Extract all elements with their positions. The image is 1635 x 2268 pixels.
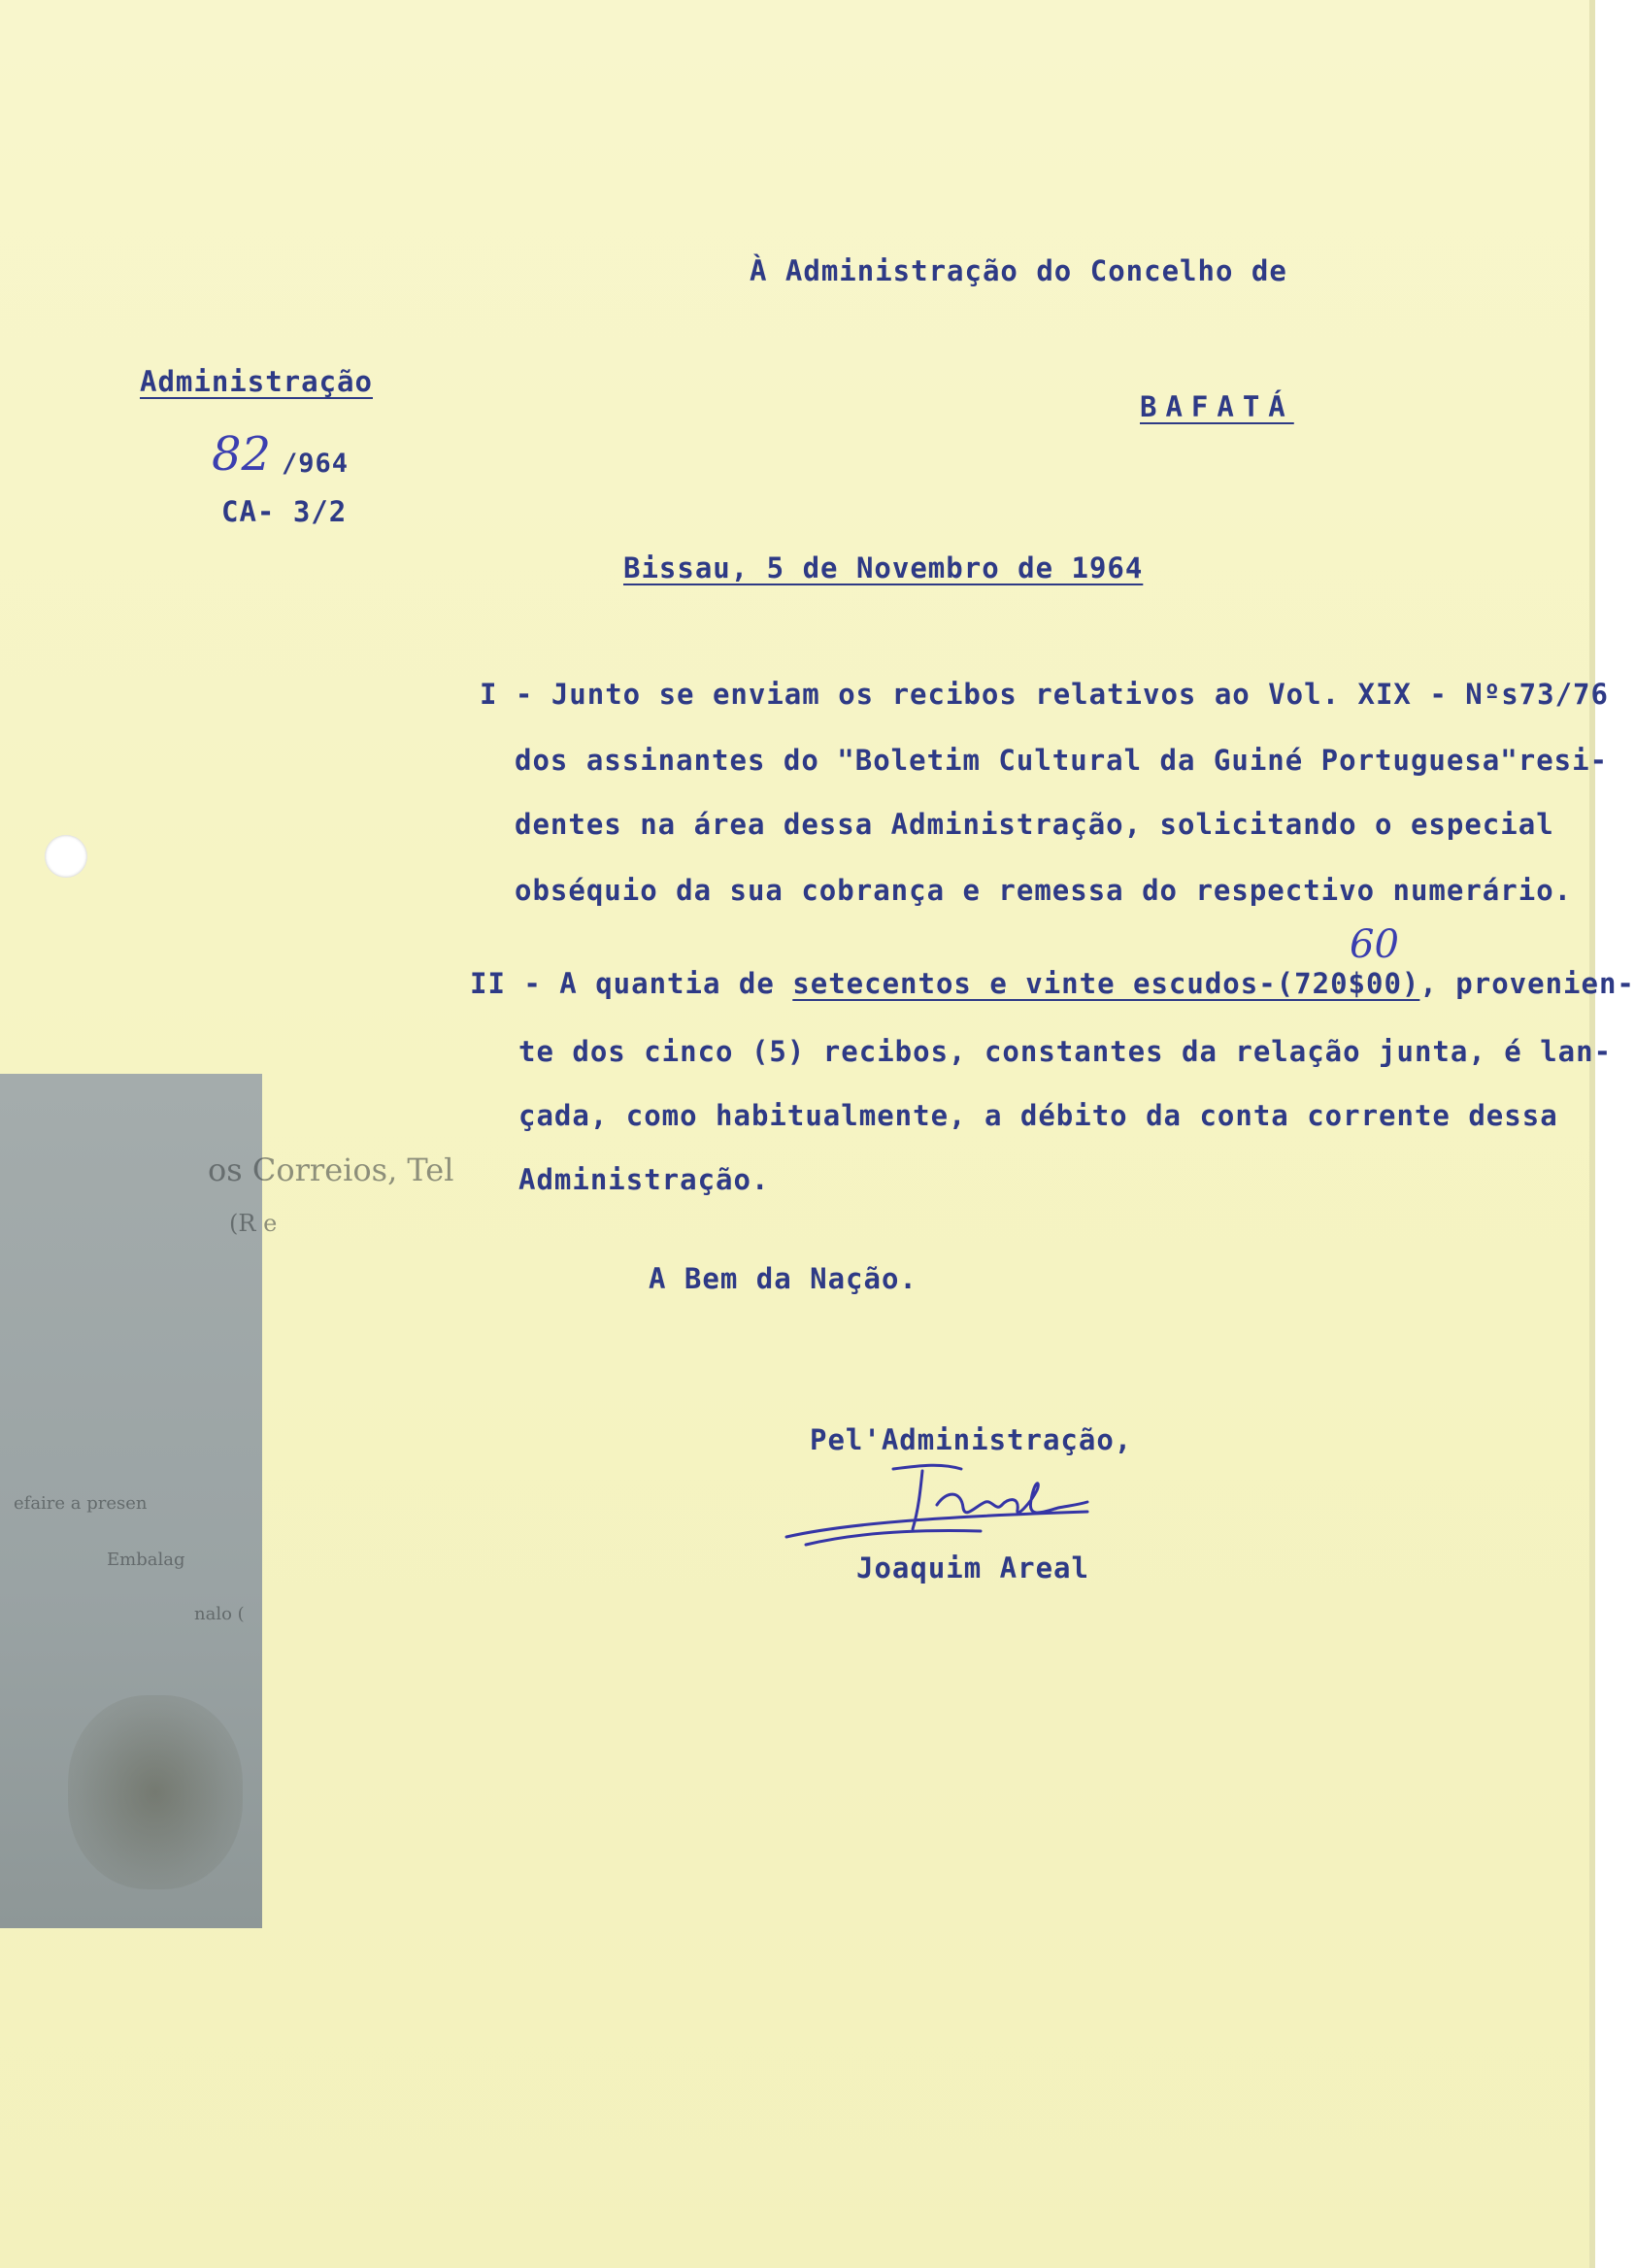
reference-year: /964: [282, 449, 350, 479]
paragraph-2-suffix: , provenien-: [1419, 967, 1635, 1000]
slip-fragment: (R e: [229, 1210, 278, 1237]
slip-fragment: Embalag: [107, 1550, 185, 1570]
paragraph-1-line: obséquio da sua cobrança e remessa do respectivo numerário.: [515, 874, 1573, 907]
paragraph-2-prefix: II - A quantia de: [470, 967, 793, 1000]
closing-line: A Bem da Nação.: [649, 1262, 918, 1295]
handwritten-reference-number: 82: [212, 427, 272, 482]
paper-edge: [1589, 0, 1595, 2268]
handwritten-signature: [777, 1451, 1126, 1568]
punch-hole: [45, 835, 87, 878]
sender-department: Administração: [140, 365, 373, 398]
paragraph-2-line: Administração.: [518, 1163, 770, 1196]
date-line: Bissau, 5 de Novembro de 1964: [623, 551, 1144, 584]
paragraph-2-line: [470, 967, 1635, 1000]
paragraph-2-line: te dos cinco (5) recibos, constantes da relação junta, é lan-: [518, 1035, 1613, 1068]
recipient-place: BAFATÁ: [1140, 390, 1294, 423]
attached-receipt-slip: [0, 1074, 454, 1928]
handwritten-correction: 60: [1350, 922, 1399, 967]
slip-fragment: nalo (: [194, 1604, 245, 1624]
paragraph-2-amount: setecentos e vinte escudos-(720$00): [792, 967, 1420, 1000]
paragraph-1-line: dentes na área dessa Administração, solicitando o especial: [515, 808, 1554, 841]
slip-fragment: efaire a presen: [14, 1493, 148, 1514]
paragraph-1-line: I - Junto se enviam os recibos relativos ao Vol. XIX - Nºs73/76: [480, 678, 1609, 711]
reference-code: CA- 3/2: [221, 495, 348, 528]
signature-label: Pel'Administração,: [810, 1423, 1133, 1456]
signatory-name: Joaquim Areal: [856, 1551, 1089, 1584]
paragraph-1-line: dos assinantes do "Boletim Cultural da Guiné Portuguesa"resi-: [515, 744, 1609, 777]
stain-mark: [68, 1695, 243, 1889]
paragraph-2-line: çada, como habitualmente, a débito da conta corrente dessa: [518, 1099, 1558, 1132]
slip-fragment: os Correios, Tel: [208, 1151, 454, 1188]
recipient-line: À Administração do Concelho de: [750, 254, 1287, 287]
